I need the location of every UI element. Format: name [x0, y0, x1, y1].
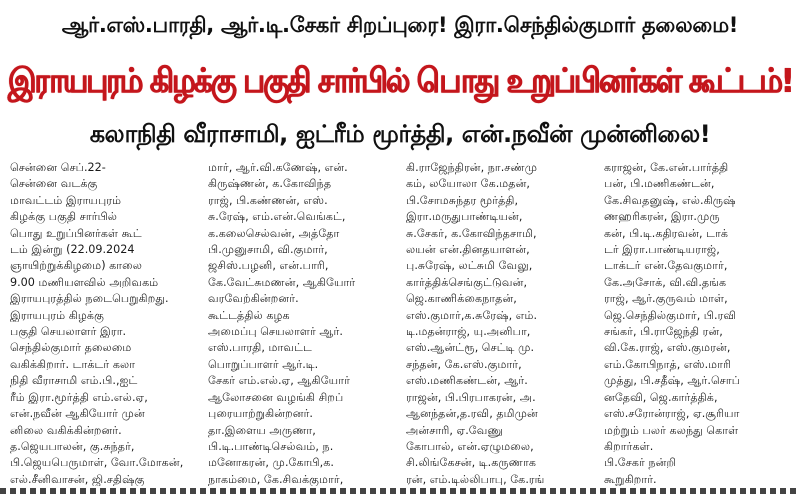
body-column-4	[604, 160, 790, 486]
body-line: என்.நவீன் ஆகியோர் முன்	[10, 407, 145, 421]
body-line: வி.கே.ராஜ், எஸ்.குமரன்,	[604, 341, 731, 355]
headline: இராயபுரம் கிழக்கு பகுதி சார்பில் பொது உறுப்பினர்கள் கூட்டம்!	[7, 61, 793, 101]
body-line: சு.சேகர், க.கோவிந்தசாமி,	[406, 226, 537, 240]
body-line: அன்சாரி, ஏ.வேணு	[406, 423, 504, 437]
body-line: டர் இரா.பாண்டியராஜ்,	[604, 243, 720, 257]
body-column-3	[406, 160, 592, 486]
body-line: வகிக்கிறார். டாக்டர் கலா	[10, 357, 136, 371]
body-line: பொது உறுப்பினர்கள் கூட்	[10, 226, 142, 240]
body-line: பி.டி.பாண்டிசெல்வம், ந.	[208, 439, 334, 453]
body-line: சு.ரேஷ், எம்.என்.வெங்கட்,	[208, 210, 346, 224]
body-line: கன், பி.டி.கதிரவன், டாக்	[604, 226, 729, 240]
body-line: ராஜன், பி.பிரபாகரன், அ.	[406, 390, 536, 404]
body-line: கூட்டத்தில் கழக	[208, 308, 290, 322]
body-line: பி.முனுசாமி, வி.குமார்,	[208, 243, 328, 257]
body-line: ஜசிஸ்.பழனி, என்.பாரி,	[208, 259, 329, 273]
body-line: ரீம் இரா.மூர்த்தி எம்.எல்.ஏ,	[10, 390, 148, 404]
body-line: ஜெ.காணிக்கைநாதன்,	[406, 292, 517, 306]
body-column-2	[208, 160, 394, 486]
body-line: கிழக்கு பகுதி சார்பில்	[10, 210, 118, 224]
body-line: முத்து, பி.சதீஷ், ஆர்.சொப்	[604, 374, 741, 388]
body-line: செந்தில்குமார் தலைமை	[10, 341, 132, 355]
body-line: க.கலைசெல்வன், அத்தோ	[208, 226, 340, 240]
body-line: கார்த்திக்செங்குட்டுவன்,	[406, 275, 528, 289]
body-line: நிதி வீராசாமி எம்.பி.,ஐட்	[10, 374, 138, 388]
body-line: கம், லயோலா கே.மதன்,	[406, 177, 530, 191]
body-line: த.ஜெயபாலன், கு.சுந்தர்,	[10, 439, 135, 453]
body-line: சி.லிங்கேசன், டி.கருணாக	[406, 456, 536, 470]
body-line: னிலை வகிக்கின்றனர்.	[10, 423, 122, 437]
body-line: இராயபுரத்தில் நடைபெறுகிறது.	[10, 292, 169, 306]
body-line: எஸ்.சரோன்ராஜ், ஏ.சூரியா	[604, 407, 740, 421]
body-line: பன், பி.மணிகண்டன்,	[604, 177, 715, 191]
body-line: கோபால், என்.ஏழுமலை,	[406, 439, 534, 453]
body-line: அமைப்பு செயலாளர் ஆர்.	[208, 325, 343, 339]
body-line: டி.மதன்ராஜ், யு.அனிபா,	[406, 325, 531, 339]
body-line: கி.ராஜேந்திரன், நா.சண்மு	[406, 161, 538, 174]
body-line: சென்னை வடக்கு	[10, 177, 98, 191]
article-body	[10, 160, 790, 486]
body-line: லயன் என்.தினதயாளன்,	[406, 243, 530, 257]
subheadline: கலாநிதி வீராசாமி, ஐட்ரீம் மூர்த்தி, என்.நவீன் முன்னிலை!	[89, 119, 711, 148]
body-line: ஆலோசனை வழங்கி சிறப்	[208, 390, 344, 404]
body-line: கே.வேட்சுமணன், ஆகியோர்	[208, 275, 356, 289]
body-line: னதேவி, ஜெ.கார்த்திக்,	[604, 390, 718, 404]
body-line: ராஜ், ஆர்.குருவம் மாள்,	[604, 292, 728, 306]
body-line: கிறார்கள்.	[604, 439, 654, 453]
body-line: தா.இளைய அருணா,	[208, 423, 316, 437]
body-line: கே.அசோக், வி.வி.தங்க	[604, 275, 727, 289]
body-line: கிருஷ்ணன், க.கோவிந்த	[208, 177, 332, 191]
body-line: சங்கர், பி.ராஜேந்தி ரன்,	[604, 325, 723, 339]
bottom-divider	[0, 488, 800, 494]
body-line: எஸ்.ஆன்ட்ரூ, செட்டி மு.	[406, 341, 535, 355]
body-line: மார், ஆர்.வி.கணேஷ், என்.	[208, 161, 348, 174]
body-line: எஸ்.பாரதி, மாவட்ட	[208, 341, 312, 355]
body-line: எம்.கோபிநாத், எஸ்.மாரி	[604, 357, 732, 371]
body-line: மற்றும் பலர் கலந்து கொள்	[604, 423, 739, 437]
body-line: மாவட்டம் இராயபுரம்	[10, 193, 122, 207]
body-line: ராஜ், பி.கண்ணன், எஸ்.	[208, 193, 328, 207]
body-line: நாகம்மை, கே.சிவக்குமார்,	[208, 472, 344, 486]
kicker-line: ஆர்.எஸ்.பாரதி, ஆர்.டி.சேகர் சிறப்புரை! இரா.செந்தில்குமார் தலைமை!	[61, 12, 739, 37]
body-line: எஸ்.மணிகண்டன், ஆர்.	[406, 374, 528, 388]
body-line: ணஹரிகரன், இரா.முரு	[604, 210, 720, 224]
body-line: ரன், எம்.டில்லிபாபு, கே.ரங்	[406, 472, 545, 486]
body-line: பகுதி செயலாளர் இரா.	[10, 325, 127, 339]
body-line: ஞாயிற்றுக்கிழமை) காலை	[10, 259, 143, 273]
body-column-1	[10, 160, 196, 486]
body-line: சென்னை செப்.22-	[10, 161, 106, 174]
body-line: கூறுகிறார்.	[604, 472, 657, 486]
body-line: பி.சேகர் நன்றி	[604, 456, 677, 470]
body-line: எஸ்.குமார்,க.சுரேஷ், எம்.	[406, 308, 538, 322]
body-line: மனோகரன், மு.கோபி,க.	[208, 456, 334, 470]
body-line: 9.00 மணியளவில் அறிவகம்	[10, 275, 159, 289]
body-line: இராயபுரம் கிழக்கு	[10, 308, 104, 322]
body-line: ஆனந்தன்,த.ரவி, தமிமுன்	[406, 407, 538, 421]
body-line: வரவேற்கின்றனர்.	[208, 292, 299, 306]
body-line: கராஜன், கே.என்.பார்த்தி	[604, 161, 729, 174]
body-line: ஜெ.செந்தில்குமார், பி.ரவி	[604, 308, 737, 322]
body-line: எல்.சீனிவாசன், ஜி.சதிஷ்கு	[10, 472, 145, 486]
body-line: சந்தன், கே.எஸ்.குமார்,	[406, 357, 522, 371]
body-line: பொறுப்பாளர் ஆர்.டி.	[208, 357, 319, 371]
body-line: டம் இன்று (22.09.2024	[10, 243, 135, 257]
body-line: சேகர் எம்.எல்.ஏ, ஆகியோர்	[208, 374, 350, 388]
body-line: புரையாற்றுகின்றனர்.	[208, 407, 313, 421]
body-line: டாக்டர் என்.தேவகுமார்,	[604, 259, 728, 273]
body-line: பி.ஜெயபெருமாள், வோ.மோகன்,	[10, 456, 184, 470]
body-line: பி.சோமசுந்தர மூர்த்தி,	[406, 193, 519, 207]
body-line: இரா.மருதுபாண்டியன்,	[406, 210, 523, 224]
body-line: பு.சுரேஷ், லட்சுமி வேலு,	[406, 259, 533, 273]
body-line: கே.சிவதனுஷ், எல்.கிருஷ்	[604, 193, 736, 207]
